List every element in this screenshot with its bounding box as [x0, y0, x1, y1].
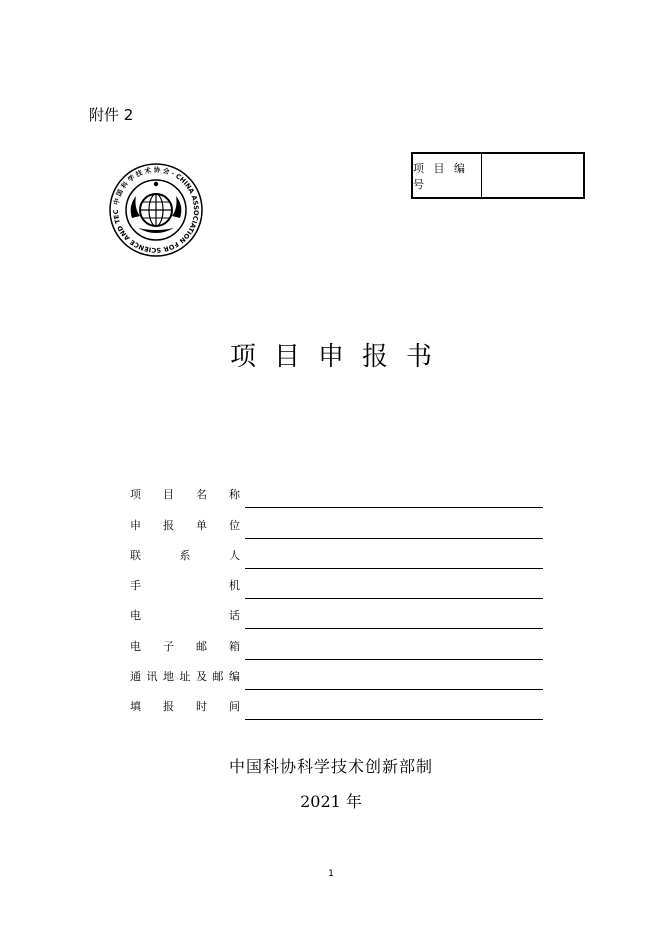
- issue-year: 2021 年: [300, 792, 362, 811]
- cast-logo: [108, 162, 204, 258]
- form-row-mobile: [130, 569, 543, 599]
- form-label-contact-person: 联 系 人: [130, 548, 240, 562]
- form-field-mobile[interactable]: [245, 580, 543, 599]
- form-row-applicant-unit: [130, 508, 543, 538]
- form-field-applicant-unit[interactable]: [245, 520, 543, 539]
- form-row-project-name: [130, 478, 543, 508]
- form-field-phone[interactable]: [245, 610, 543, 629]
- form-field-address[interactable]: [245, 671, 543, 690]
- form-row-email: [130, 629, 543, 659]
- page-number: 1: [328, 869, 334, 879]
- form-row-fill-date: [130, 690, 543, 720]
- form-row-phone: [130, 599, 543, 629]
- project-number-label: 项 目 编 号: [413, 154, 482, 197]
- logo-ring-text: 中 国 科 学 技 术 协 会 · CHINA ASSOCIATION FOR SCIENCE AND TEC: [111, 165, 201, 255]
- form-label-applicant-unit: 申 报 单 位: [130, 518, 240, 532]
- cast-logo-emblem: [108, 162, 204, 258]
- issuing-organization: 中国科协科学技术创新部制: [228, 757, 433, 776]
- attachment-label: 附件 2: [89, 106, 134, 124]
- form-label-fill-date: 填 报 时 间: [130, 700, 240, 714]
- form-field-contact-person[interactable]: [245, 550, 543, 569]
- form-row-address: [130, 660, 543, 690]
- form-label-phone: 电 话: [130, 609, 240, 623]
- project-number-field[interactable]: [482, 154, 583, 197]
- form-label-address: 通 讯 地 址 及 邮 编: [130, 670, 240, 684]
- form-row-contact-person: [130, 539, 543, 569]
- document-title: 项目申报书: [229, 342, 450, 372]
- form-field-fill-date[interactable]: [245, 701, 543, 720]
- form-label-project-name: 项 目 名 称: [130, 488, 240, 502]
- application-form: [130, 478, 543, 720]
- form-field-project-name[interactable]: [245, 489, 543, 508]
- form-field-email[interactable]: [245, 641, 543, 660]
- project-number-box: [411, 152, 585, 199]
- form-label-mobile: 手 机: [130, 579, 240, 593]
- form-label-email: 电 子 邮 箱: [130, 639, 240, 653]
